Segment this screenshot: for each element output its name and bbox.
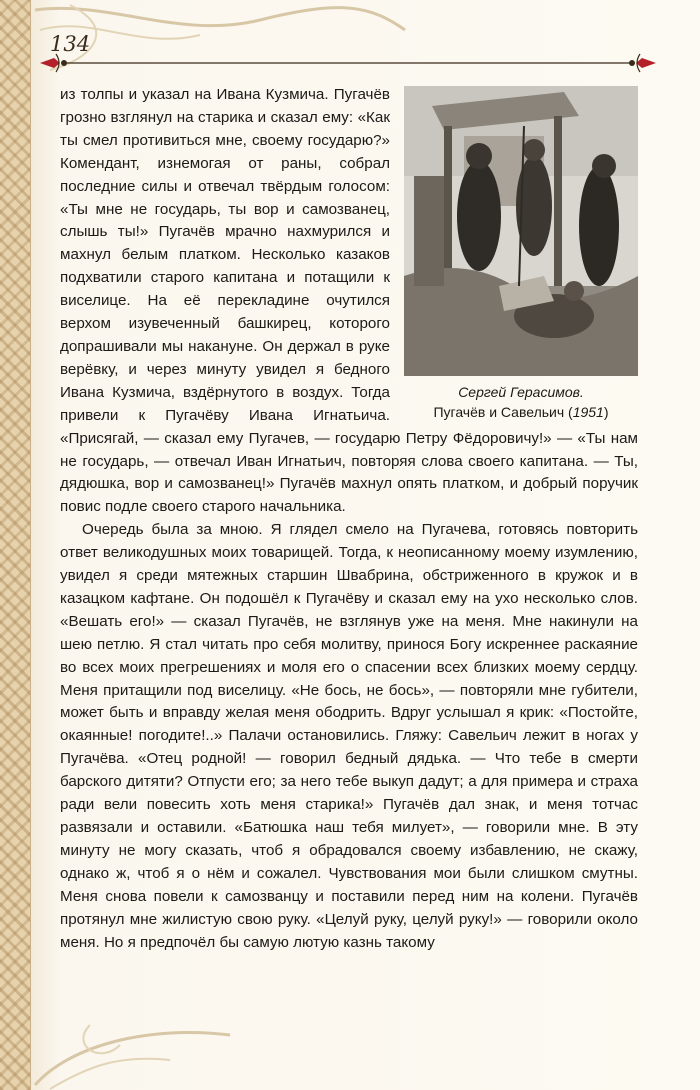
main-text-block: [60, 84, 638, 954]
header-rule: [38, 48, 658, 78]
caption-title-text: Пугачёв и Савельич (: [433, 404, 573, 420]
figure-caption: [398, 382, 638, 422]
left-border-ornament: [0, 0, 31, 1090]
caption-close: ): [603, 404, 609, 420]
right-ornament-arrow: [636, 58, 656, 68]
caption-author: Сергей Герасимов.: [458, 384, 584, 400]
figure: [398, 86, 638, 422]
caption-year: 1951: [572, 404, 604, 420]
caption-title: [404, 402, 638, 422]
paragraph-continued: из толпы и указал на Ивана Кузмича. Пугачёв грозно взглянул на старика и сказал ему: «Как ты смел противиться мне, своему государю?» Комендант, изнемогая от раны, собрал последние силы и отвечал твёрдым голосом: «Ты мне не государь, ты вор и самозванец, слышь ты!» Пугачёв мрачно нахмурился и махнул белым платком. Несколько казаков подхватили старого капитана и потащили к виселице. На её перекладине очутился верхом изувеченный башкирец, которого допрашивали мы накануне. Он держал в руке верёвку, и через минуту увидел я бедного Ивана Кузмича, вздёрнутого в воздух. Тогда привели к Пугачёву Ивана Игнатьича. «Присягай, — сказал ему Пугачев, — государю Петру Фёдоровичу!» — «Ты нам не государь, — отвечал Иван Игнатьич, повторяя слова своего капитана. — Ты, дядюшка, вор и самозванец!» Пугачёв махнул опять платком, и добрый поручик повис подле своего старого начальника.: [60, 86, 638, 516]
bottom-swirl-ornament: [30, 985, 290, 1090]
paragraph: Очередь была за мною. Я глядел смело на Пугачева, готовясь повторить ответ великодушных моих товарищей. Тогда, к неописанному моему изумлению, увидел я среди мятежных старшин Швабрина, обстриженного в кружок и в казацком кафтане. Он подошёл к Пугачёву и сказал ему на ухо несколько слов. «Вешать его!» — сказал Пугачёв, не взглянув уже на меня. Мне накинули на шею петлю. Я стал читать про себя молитву, принося Богу искреннее раскаяние во всех моих прегрешениях и моля его о спасении всех близких моему сердцу. Меня притащили под виселицу. «Не бось, не бось», — повторяли мне губители, может быть и вправду желая меня ободрить. Вдруг услышал я крик: «Постойте, окаянные! погодите!..» Палачи остановились. Гляжу: Савельич лежит в ногах у Пугачёва. «Отец родной! — говорил бедный дядька. — Что тебе в смерти барского дитяти? Отпусти его; за него тебе выкуп дадут; а для примера и страха ради вели повесить хоть меня старика!» Пугачёв дал знак, и меня тотчас развязали и оставили. «Батюшка наш тебя милует», — говорили мне. В эту минуту не могу сказать, чтоб я обрадовался своему избавлению, не скажу, однако ж, чтоб я о нём и сожалел. Чувствования мои были слишком смутны. Меня снова повели к самозванцу и поставили перед ним на колени. Пугачёв протянул мне жилистую свою руку. «Целуй руку, целуй руку!» — говорили около меня. Но я предпочёл бы самую лютую казнь такому: [60, 521, 638, 951]
painting-illustration: [404, 86, 638, 376]
left-ornament-arrow: [40, 58, 60, 68]
page-number: 134: [50, 32, 91, 56]
